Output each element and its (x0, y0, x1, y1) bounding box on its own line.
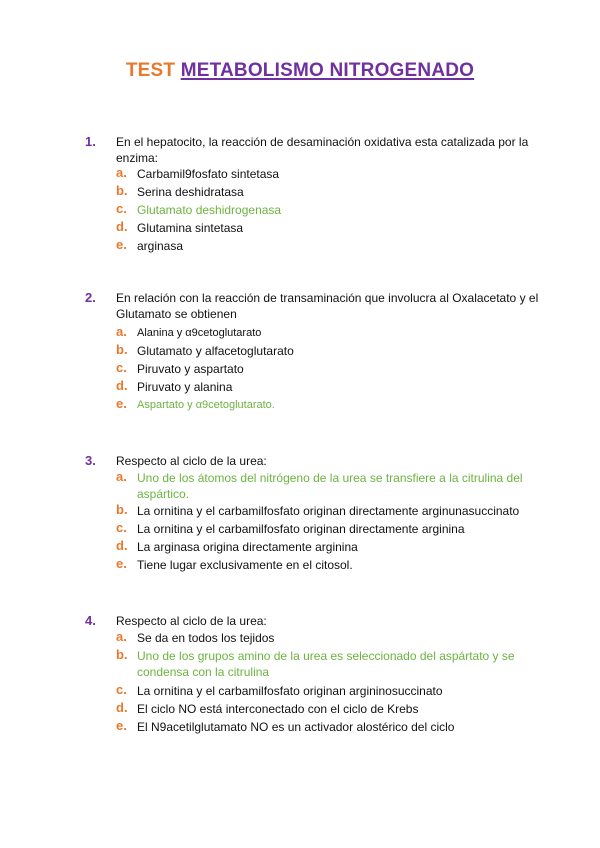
option-letter: a. (116, 469, 127, 484)
question-text: Respecto al ciclo de la urea: (116, 614, 267, 628)
option-letter: e. (116, 718, 127, 733)
option-letter: e. (116, 396, 127, 411)
option-letter: e. (116, 237, 127, 252)
option-3a (116, 470, 546, 502)
option-1e (116, 238, 546, 254)
option-letter: d. (116, 378, 128, 393)
option-letter: b. (116, 647, 128, 662)
option-4c (116, 683, 546, 699)
option-text: La ornitina y el carbamilfosfato originan directamente arginunasuccinato (137, 504, 520, 518)
option-3c (116, 521, 546, 537)
option-letter: d. (116, 700, 128, 715)
option-3d (116, 539, 546, 555)
option-text-correct: Uno de los átomos del nitrógeno de la urea se transfiere a la citrulina del aspártico. (137, 471, 523, 501)
option-4b (116, 648, 546, 680)
question-text: En relación con la reacción de transaminación que involucra al Oxalacetato y el Glutamato se obtienen (116, 291, 539, 321)
option-text: Carbamil9fosfato sintetasa (137, 167, 280, 181)
option-2e (116, 397, 546, 413)
question-text: En el hepatocito, la reacción de desaminación oxidativa esta catalizada por la enzima: (116, 135, 529, 165)
option-text: La arginasa origina directamente arginina (137, 540, 358, 554)
question-number: 1. (85, 134, 96, 149)
option-3b (116, 503, 546, 519)
option-text-correct: Aspartato y α9cetoglutarato. (137, 399, 275, 411)
option-1c (116, 202, 546, 218)
option-2a (116, 325, 546, 341)
option-text: Piruvato y aspartato (137, 362, 244, 376)
option-text-correct: Glutamato deshidrogenasa (137, 203, 282, 217)
option-1d (116, 220, 546, 236)
option-1b (116, 184, 546, 200)
option-text: Piruvato y alanina (137, 380, 233, 394)
option-text: La ornitina y el carbamilfosfato originan directamente arginina (137, 522, 465, 536)
option-2c (116, 361, 546, 377)
option-4d (116, 701, 546, 717)
question-text: Respecto al ciclo de la urea: (116, 454, 267, 468)
option-text: Tiene lugar exclusivamente en el citosol. (137, 558, 353, 572)
option-4e (116, 719, 546, 735)
option-text: Glutamina sintetasa (137, 221, 244, 235)
option-text: Glutamato y alfacetoglutarato (137, 344, 294, 358)
page-title (0, 60, 600, 82)
option-text: Serina deshidratasa (137, 185, 244, 199)
option-2b (116, 343, 546, 359)
option-text-correct: Uno de los grupos amino de la urea es seleccionado del aspártato y se condensa con la citrulina (137, 649, 515, 679)
option-1a (116, 166, 546, 182)
option-3e (116, 557, 546, 573)
option-text: El ciclo NO está interconectado con el ciclo de Krebs (137, 702, 419, 716)
question-number: 4. (85, 613, 96, 628)
option-text: arginasa (137, 239, 184, 253)
option-letter: e. (116, 556, 127, 571)
option-letter: b. (116, 183, 128, 198)
question-number: 2. (85, 290, 96, 305)
option-letter: d. (116, 219, 128, 234)
option-text: Se da en todos los tejidos (137, 631, 275, 645)
option-text: El N9acetilglutamato NO es un activador alostérico del ciclo (137, 720, 455, 734)
option-letter: a. (116, 165, 127, 180)
option-text: La ornitina y el carbamilfosfato originan argininosuccinato (137, 684, 443, 698)
option-letter: c. (116, 360, 127, 375)
title-main: METABOLISMO NITROGENADO (180, 60, 475, 81)
option-letter: b. (116, 502, 128, 517)
question-number: 3. (85, 453, 96, 468)
option-letter: a. (116, 629, 127, 644)
option-letter: c. (116, 682, 127, 697)
option-letter: c. (116, 520, 127, 535)
option-letter: c. (116, 201, 127, 216)
option-letter: d. (116, 538, 128, 553)
option-4a (116, 630, 546, 646)
title-prefix: TEST (125, 60, 176, 81)
option-letter: a. (116, 324, 127, 339)
option-text: Alanina y α9cetoglutarato (137, 327, 262, 339)
option-letter: b. (116, 342, 128, 357)
option-2d (116, 379, 546, 395)
